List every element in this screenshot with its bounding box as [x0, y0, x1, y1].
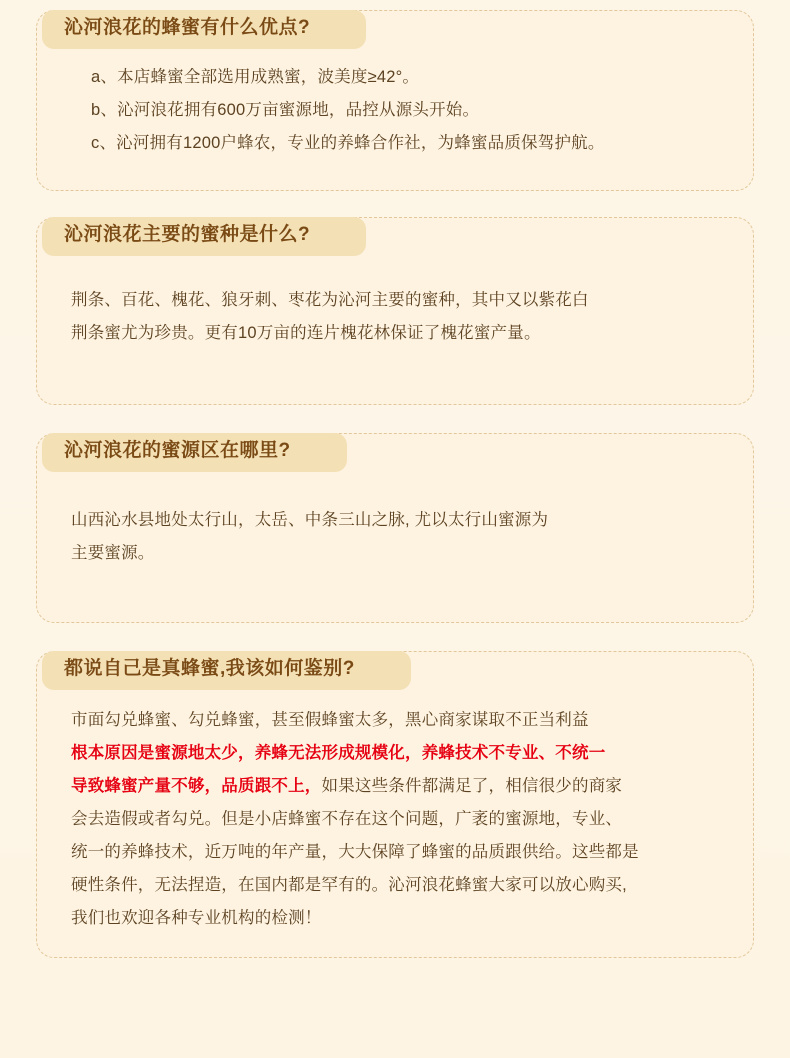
- faq-answer-line: 我们也欢迎各种专业机构的检测！: [71, 909, 322, 927]
- faq-question-ribbon: [42, 651, 411, 690]
- faq-question-text: 沁河浪花的蜜源区在哪里?: [64, 440, 291, 461]
- faq-item: [36, 217, 754, 405]
- faq-answer-line: c、沁河拥有1200户蜂农，专业的养蜂合作社，为蜂蜜品质保驾护航。: [91, 134, 605, 152]
- faq-answer-panel: [36, 651, 754, 958]
- faq-answer-highlight-fragment: 导致蜂蜜产量不够，品质跟不上，: [71, 777, 322, 795]
- faq-answer-text: [71, 284, 719, 350]
- faq-question-text: 沁河浪花的蜂蜜有什么优点?: [64, 17, 311, 38]
- faq-item: [36, 433, 754, 623]
- faq-answer-line: 市面勾兑蜂蜜、勾兑蜂蜜，甚至假蜂蜜太多，黑心商家谋取不正当利益: [71, 711, 589, 729]
- faq-answer-line: 山西沁水县地处太行山，太岳、中条三山之脉, 尤以太行山蜜源为: [71, 511, 549, 529]
- faq-answer-text: [71, 504, 719, 570]
- faq-answer-line: 会去造假或者勾兑。但是小店蜂蜜不存在这个问题，广袤的蜜源地，专业、: [71, 810, 623, 828]
- faq-answer-line: 荆条蜜尤为珍贵。更有10万亩的连片槐花林保证了槐花蜜产量。: [71, 324, 541, 342]
- faq-question-ribbon: [42, 433, 347, 472]
- faq-answer-line: a、本店蜂蜜全部选用成熟蜜，波美度≥42°。: [91, 68, 420, 86]
- faq-answer-plain-fragment: 如果这些条件都满足了，相信很少的商家: [321, 777, 623, 795]
- faq-item: [36, 10, 754, 191]
- faq-question-text: 沁河浪花主要的蜜种是什么?: [64, 224, 311, 245]
- faq-question-ribbon: [42, 10, 366, 49]
- faq-answer-line: [71, 770, 719, 803]
- faq-answer-line: b、沁河浪花拥有600万亩蜜源地，品控从源头开始。: [91, 101, 480, 119]
- faq-question-ribbon: [42, 217, 366, 256]
- faq-answer-line: 硬性条件，无法捏造，在国内都是罕有的。沁河浪花蜂蜜大家可以放心购买,: [71, 876, 627, 894]
- faq-item: [36, 651, 754, 958]
- faq-question-text: 都说自己是真蜂蜜,我该如何鉴别?: [64, 658, 355, 679]
- faq-answer-line: 主要蜜源。: [71, 544, 155, 562]
- faq-answer-line: 荆条、百花、槐花、狼牙刺、枣花为沁河主要的蜜种，其中又以紫花白: [71, 291, 589, 309]
- faq-page: [0, 10, 790, 1058]
- faq-answer-text: [71, 61, 719, 160]
- faq-answer-line-highlight: 根本原因是蜜源地太少，养蜂无法形成规模化，养蜂技术不专业、不统一: [71, 744, 606, 762]
- faq-answer-line: 统一的养蜂技术，近万吨的年产量，大大保障了蜂蜜的品质跟供给。这些都是: [71, 843, 639, 861]
- faq-answer-text: [71, 704, 719, 935]
